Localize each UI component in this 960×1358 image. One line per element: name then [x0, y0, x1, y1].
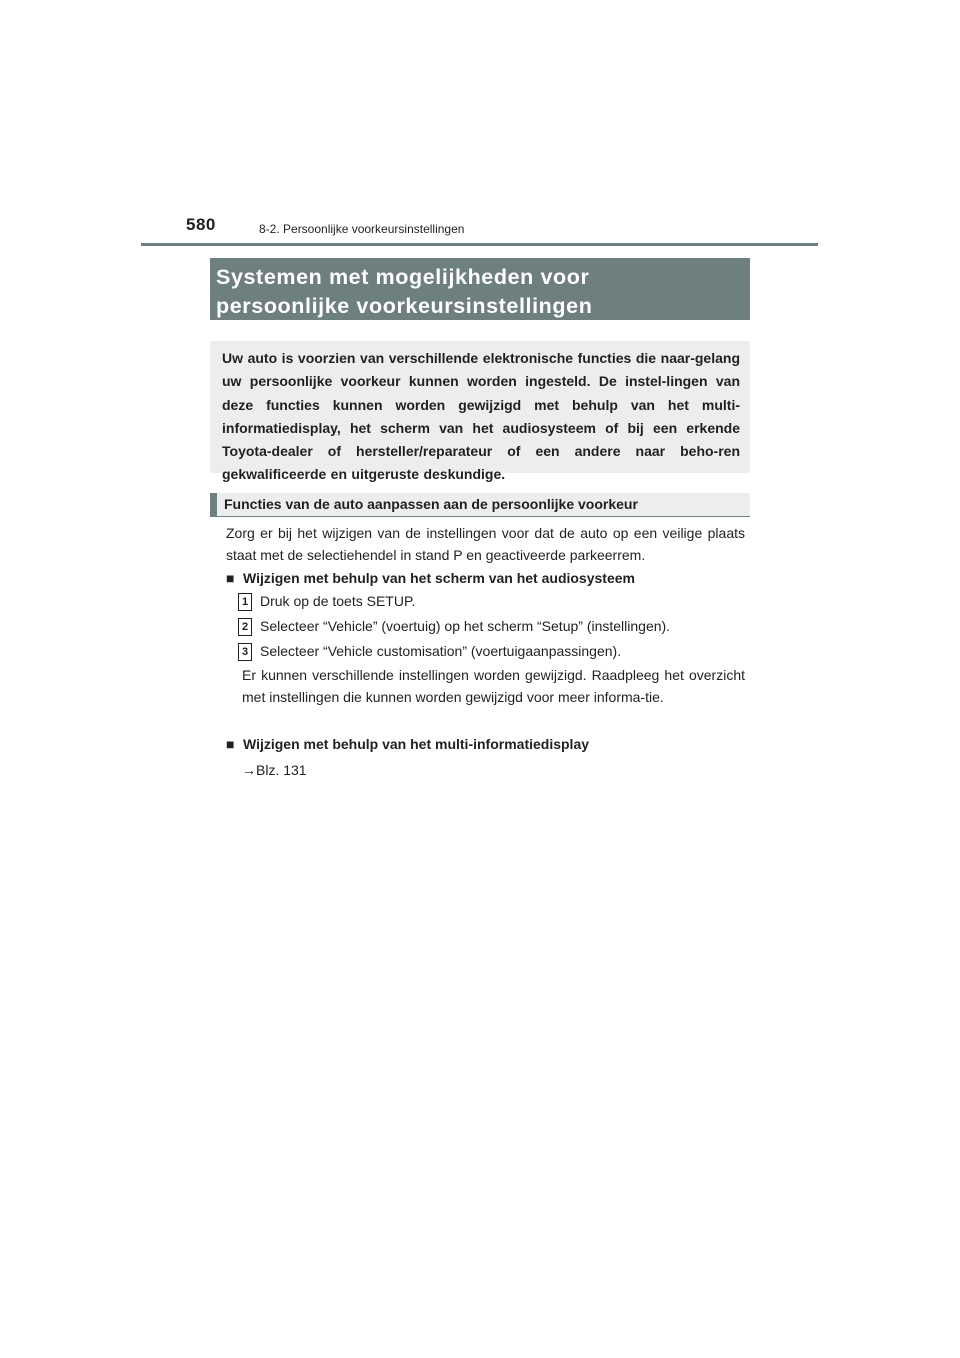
safety-paragraph: Zorg er bij het wijzigen van de instellingen voor dat de auto op een veilige plaats staat met de selectiehendel in stand P en geactiveerde parkeerrem.: [226, 525, 745, 563]
subsection-heading-text: Functies van de auto aanpassen aan de persoonlijke voorkeur: [224, 496, 638, 512]
header-divider: [141, 243, 818, 246]
multi-info-display-heading-text: Wijzigen met behulp van het multi-informatiedisplay: [243, 736, 590, 752]
intro-text: Uw auto is voorzien van verschillende elektronische functies die naar-gelang uw persoonlijke voorkeur kunnen worden ingesteld. De instel-lingen van deze functies kunnen worden gewijzigd met behulp van het multi-informatiedisplay, het scherm van het audiosysteem of bij een erkende Toyota-dealer of hersteller/reparateur of een andere naar beho-ren gekwalificeerde en uitgeruste deskundige.: [222, 350, 740, 483]
step-text-3: Selecteer “Vehicle customisation” (voertuigaanpassingen).: [260, 643, 622, 659]
multi-info-display-heading: [226, 736, 589, 752]
audio-screen-heading: [226, 570, 635, 586]
step-text-1: Druk op de toets SETUP.: [260, 593, 416, 609]
bullet-marker-icon: ■: [226, 736, 235, 752]
step-number-1: 1: [238, 593, 252, 611]
page-title-line-1: Systemen met mogelijkheden voor: [216, 265, 590, 289]
bullet-marker-icon: ■: [226, 570, 235, 586]
page-number: 580: [186, 215, 216, 234]
step-text-2: Selecteer “Vehicle” (voertuig) op het scherm “Setup” (instellingen).: [260, 618, 671, 634]
audio-screen-heading-text: Wijzigen met behulp van het scherm van het audiosysteem: [243, 570, 635, 586]
intro-box: [210, 341, 750, 483]
page-reference-link[interactable]: →Blz. 131: [242, 762, 307, 778]
page-title-line-2: persoonlijke voorkeursinstellingen: [216, 294, 593, 318]
step-1: [238, 593, 415, 611]
step-3: [238, 643, 621, 661]
settings-note: Er kunnen verschillende instellingen worden gewijzigd. Raadpleeg het overzicht met instellingen die kunnen worden gewijzigd voor meer informa-tie.: [242, 667, 745, 705]
step-number-3: 3: [238, 643, 252, 661]
step-2: [238, 618, 670, 636]
section-header: 8-2. Persoonlijke voorkeursinstellingen: [259, 222, 465, 236]
step-number-2: 2: [238, 618, 252, 636]
page-title: [210, 258, 750, 320]
subsection-heading: [210, 493, 750, 517]
